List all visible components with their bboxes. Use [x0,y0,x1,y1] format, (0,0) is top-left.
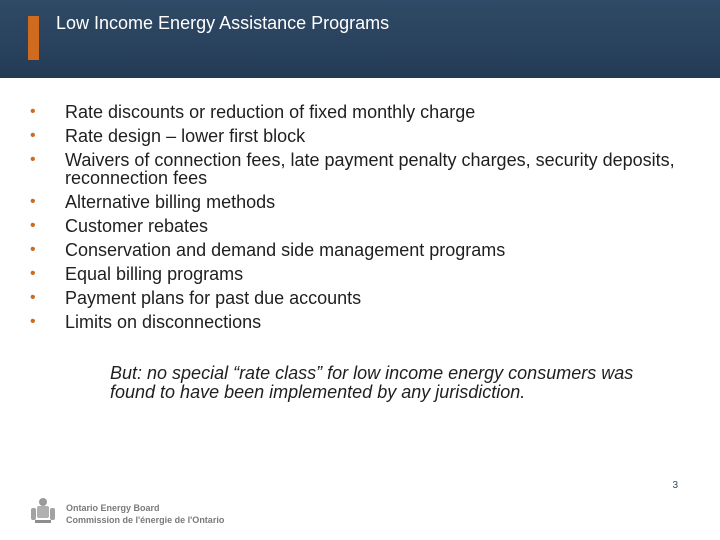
ontario-crest-icon [28,496,58,526]
bullet-dot-icon: • [30,289,36,306]
bullet-dot-icon: • [30,217,36,234]
bullet-dot-icon: • [30,241,36,258]
bullet-list [30,103,680,337]
header-bar [0,0,720,78]
bullet-dot-icon: • [30,313,36,330]
bullet-text-2: Rate design – lower first block [65,126,306,146]
bullet-text-3: Waivers of connection fees, late payment penalty charges, security deposits, reconnection fees [65,150,675,188]
bullet-item-9 [30,313,680,331]
bullet-item-3 [30,151,680,187]
footer-line-2: Commission de l'énergie de l'Ontario [66,515,225,525]
bullet-item-5 [30,217,680,235]
footer-text [66,502,224,526]
bullet-dot-icon: • [30,127,36,144]
bullet-text-5: Customer rebates [65,216,209,236]
bullet-text-6: Conservation and demand side management programs [65,240,506,260]
bullet-dot-icon: • [30,265,36,282]
bullet-text-1: Rate discounts or reduction of fixed monthly charge [65,102,476,122]
bullet-item-4 [30,193,680,211]
bullet-text-7: Equal billing programs [65,264,244,284]
header-accent-bar [28,16,39,60]
italic-note: But: no special “rate class” for low income energy consumers was found to have been implemented by any jurisdiction. [110,363,634,402]
page-number: 3 [672,480,678,491]
bullet-text-9: Limits on disconnections [65,312,262,332]
bullet-dot-icon: • [30,151,36,168]
footer-line-1: Ontario Energy Board [66,503,160,513]
page-title: Low Income Energy Assistance Programs [56,13,390,33]
bullet-item-6 [30,241,680,259]
bullet-dot-icon: • [30,193,36,210]
bullet-text-4: Alternative billing methods [65,192,276,212]
bullet-item-2 [30,127,680,145]
bullet-item-8 [30,289,680,307]
bullet-item-1 [30,103,680,121]
bullet-dot-icon: • [30,103,36,120]
bullet-item-7 [30,265,680,283]
bullet-text-8: Payment plans for past due accounts [65,288,362,308]
